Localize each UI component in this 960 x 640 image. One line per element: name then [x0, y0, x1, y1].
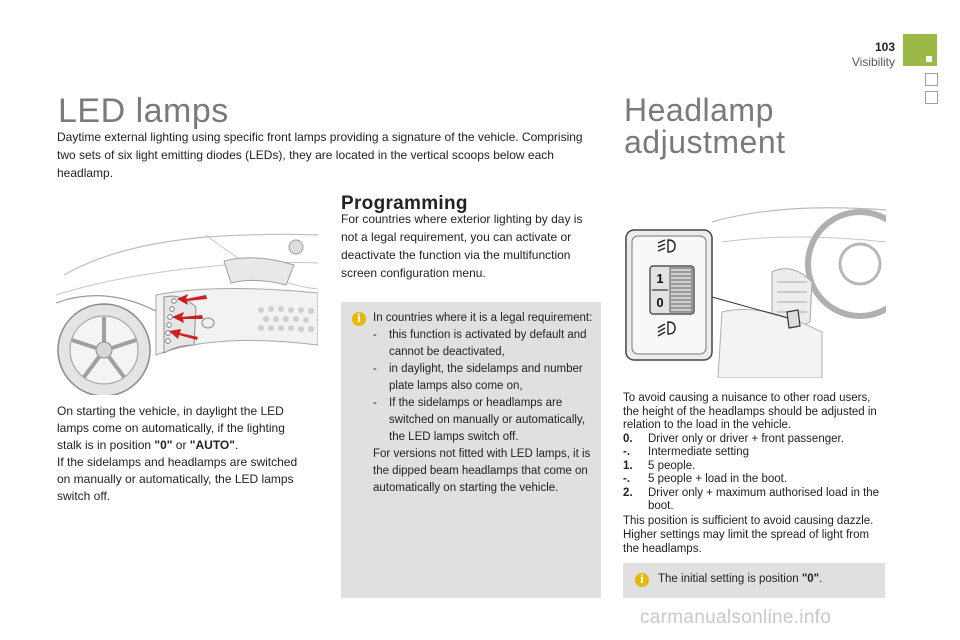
headlamp-higher-text: Higher settings may limit the spread of light from the headlamps. [623, 529, 870, 555]
info-closing: For versions not fitted with LED lamps, it is the dipped beam headlamps that come on automatically on starting the vehicle. [373, 448, 591, 494]
headlamp-adjuster-illustration [622, 202, 886, 378]
info-icon: i [352, 312, 366, 326]
initial-setting-text [658, 573, 822, 585]
section-tab[interactable] [925, 91, 938, 104]
setting-key: -. [623, 473, 631, 485]
led-body-part: or [172, 438, 190, 452]
watermark: carmanualsonline.info [640, 607, 832, 628]
programming-title: Programming [341, 192, 468, 214]
info-list-item: - in daylight, the sidelamps and number plate lamps also come on, [373, 363, 583, 392]
info-icon: i [635, 573, 649, 587]
setting-row [623, 460, 888, 474]
section-tab[interactable] [925, 73, 938, 86]
info-list-item: - If the sidelamps or headlamps are switched on manually or automatically, the LED lamps switch off. [373, 397, 586, 443]
info-lead: In countries where it is a legal requirement: [373, 312, 593, 324]
setting-text: 5 people + load in the boot. [648, 473, 788, 485]
setting-text: 5 people. [648, 459, 696, 472]
headlamp-intro: To avoid causing a nuisance to other road users, the height of the headlamps should be adjusted in relation to the load in the vehicle. [623, 392, 877, 431]
note-part: The initial setting is position [658, 573, 802, 585]
setting-key: 2. [623, 486, 633, 499]
setting-row [623, 433, 888, 447]
info-list-item-text: this function is activated by default and cannot be deactivated, [389, 329, 587, 358]
setting-text: Intermediate setting [648, 446, 750, 458]
info-content [373, 310, 593, 497]
section-tab-active[interactable] [903, 34, 937, 66]
position-zero: "0" [154, 438, 173, 452]
setting-text: Driver only or driver + front passenger. [648, 432, 844, 445]
info-list-item-text: If the sidelamps or headlamps are switched on manually or automatically, the LED lamps switch off. [389, 397, 586, 443]
led-body-part: On starting the vehicle, in daylight the LED lamps come on automatically, if the lighting stalk is in position [57, 404, 285, 452]
info-list-item-text: in daylight, the sidelamps and number plate lamps also come on, [389, 363, 583, 392]
info-list-item: - this function is activated by default and cannot be deactivated, [373, 329, 587, 358]
page-number: 103 [874, 40, 895, 54]
tab-marker-icon [926, 56, 932, 62]
setting-key: 1. [623, 459, 633, 472]
led-body-part: If the sidelamps and headlamps are switched on manually or automatically, the LED lamps switch off. [57, 455, 298, 503]
dial-label-top: 1 [656, 271, 664, 286]
setting-row [623, 446, 888, 460]
setting-key: 0. [623, 432, 633, 445]
setting-row [623, 487, 888, 514]
setting-text: Driver only + maximum authorised load in the boot. [648, 486, 880, 512]
legal-requirement-info-box [341, 302, 601, 598]
initial-setting-note [623, 563, 885, 598]
dial-label-bottom: 0 [656, 295, 664, 310]
led-body-text [57, 403, 307, 505]
setting-key: -. [623, 446, 631, 458]
headlamp-adjustment-title [624, 94, 904, 158]
led-intro-text: Daytime external lighting using specific front lamps providing a signature of the vehicle. Comprising two sets of six light emitting diodes (LEDs), they are located in the vertical scoops below each headlamp. [57, 130, 583, 180]
title-line: Headlamp [624, 92, 774, 128]
setting-row [623, 473, 888, 487]
led-body-part: . [234, 438, 239, 452]
headlamp-settings-list [623, 433, 888, 514]
car-front-illustration [56, 215, 318, 395]
headlamp-adjustment-text [623, 392, 888, 556]
note-part: . [819, 573, 823, 585]
position-auto: "AUTO" [189, 438, 235, 452]
note-value: "0" [801, 573, 820, 585]
headlamp-sufficient-text: This position is sufficient to avoid causing dazzle. [623, 514, 874, 527]
title-line: adjustment [624, 124, 786, 160]
section-name: Visibility [851, 55, 895, 69]
programming-text: For countries where exterior lighting by day is not a legal requirement, you can activate or deactivate the function via the multifunction screen configuration menu. [341, 212, 583, 280]
led-lamps-title: LED lamps [58, 92, 229, 130]
